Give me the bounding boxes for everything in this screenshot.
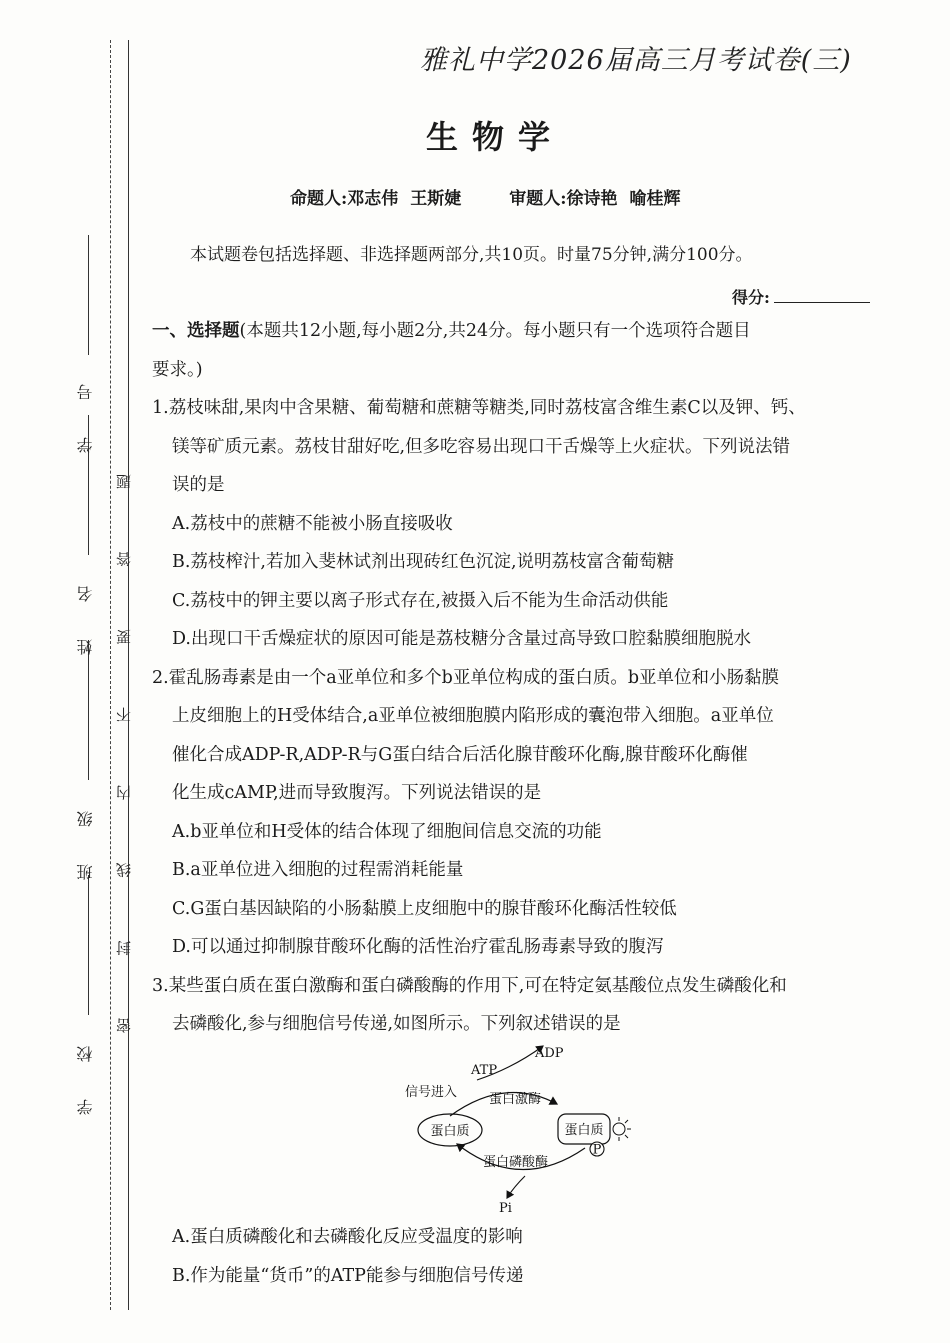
exam-intro: 本试题卷包括选择题、非选择题两部分,共10页。时量75分钟,满分100分。 bbox=[190, 245, 753, 265]
option-c: C.G蛋白基因缺陷的小肠黏膜上皮细胞中的腺苷酸环化酶活性较低 bbox=[172, 898, 677, 919]
reviewer-name: 徐诗艳 bbox=[566, 189, 618, 209]
seal-line-notice: 密 封 线 内 不 要 答 题 bbox=[115, 445, 133, 1034]
question-content bbox=[152, 312, 877, 1044]
setter-label: 命题人: bbox=[290, 189, 348, 209]
question-stem: 误的是 bbox=[172, 475, 225, 495]
number-field[interactable] bbox=[88, 235, 89, 355]
option-a: A.b亚单位和H受体的结合体现了细胞间信息交流的功能 bbox=[172, 821, 602, 842]
option-a: A.蛋白质磷酸化和去磷酸化反应受温度的影响 bbox=[172, 1227, 523, 1247]
pi-label: Pi bbox=[499, 1201, 512, 1216]
exam-title: 雅礼中学2026届高三月考试卷(三) bbox=[420, 45, 852, 76]
protein-label: 蛋白质 bbox=[564, 1123, 604, 1138]
setter-name: 邓志伟 bbox=[347, 189, 399, 209]
score-field bbox=[732, 285, 870, 308]
atp-label: ATP bbox=[471, 1063, 498, 1078]
class-label: 班 级 bbox=[76, 795, 95, 881]
number-label: 学 号 bbox=[76, 368, 95, 454]
reviewer-name: 喻桂辉 bbox=[629, 189, 681, 209]
option-d: D.可以通过抑制腺苷酸环化酶的活性治疗霍乱肠毒素导致的腹泻 bbox=[172, 937, 664, 957]
section-desc: (本题共12小题,每小题2分,共24分。每小题只有一个选项符合题目 bbox=[239, 321, 751, 341]
setter-name: 王斯婕 bbox=[410, 189, 462, 209]
school-label: 学 校 bbox=[76, 1030, 95, 1116]
question-stem: 3.某些蛋白质在蛋白激酶和蛋白磷酸酶的作用下,可在特定氨基酸位点发生磷酸化和 bbox=[152, 975, 787, 996]
kinase-label: 蛋白激酶 bbox=[489, 1092, 542, 1107]
authors bbox=[290, 184, 692, 209]
name-label: 姓 名 bbox=[76, 570, 95, 656]
question-stem: 上皮细胞上的H受体结合,a亚单位被细胞膜内陷形成的囊泡带入细胞。a亚单位 bbox=[172, 706, 774, 726]
phosphorylation-diagram bbox=[395, 1038, 645, 1218]
section-desc-cont: 要求。) bbox=[152, 359, 203, 380]
question-stem: 去磷酸化,参与细胞信号传递,如图所示。下列叙述错误的是 bbox=[172, 1014, 621, 1034]
option-b: B.作为能量“货币”的ATP能参与细胞信号传递 bbox=[172, 1265, 524, 1286]
option-b: B.a亚单位进入细胞的过程需消耗能量 bbox=[172, 860, 464, 880]
question-stem: 2.霍乱肠毒素是由一个a亚单位和多个b亚单位构成的蛋白质。b亚单位和小肠黏膜 bbox=[152, 667, 780, 688]
question-stem: 催化合成ADP-R,ADP-R与G蛋白结合后活化腺苷酸环化酶,腺苷酸环化酶催 bbox=[172, 744, 748, 765]
reviewer-label: 审题人: bbox=[509, 189, 567, 209]
score-label: 得分: bbox=[732, 288, 770, 307]
question-stem: 化生成cAMP,进而导致腹泻。下列说法错误的是 bbox=[172, 783, 542, 803]
active-signal-icon bbox=[613, 1117, 631, 1141]
school-field[interactable] bbox=[88, 875, 89, 1015]
protein-label: 蛋白质 bbox=[430, 1124, 470, 1139]
signal-label: 信号进入 bbox=[405, 1085, 458, 1100]
question-3-options bbox=[152, 1218, 877, 1295]
option-a: A.荔枝中的蔗糖不能被小肠直接吸收 bbox=[172, 513, 453, 534]
option-c: C.荔枝中的钾主要以离子形式存在,被摄入后不能为生命活动供能 bbox=[172, 590, 669, 611]
binding-line-dashed bbox=[110, 40, 111, 1310]
class-field[interactable] bbox=[88, 640, 89, 780]
score-blank[interactable] bbox=[774, 302, 870, 303]
adp-label: ADP bbox=[535, 1046, 564, 1061]
subject-title: 生物学 bbox=[425, 118, 564, 156]
option-b: B.荔枝榨汁,若加入斐林试剂出现砖红色沉淀,说明荔枝富含葡萄糖 bbox=[172, 552, 675, 572]
pi-arrow bbox=[507, 1176, 525, 1198]
phosphatase-label: 蛋白磷酸酶 bbox=[483, 1155, 549, 1170]
section-title: 一、选择题 bbox=[152, 321, 240, 341]
question-stem: 镁等矿质元素。荔枝甘甜好吃,但多吃容易出现口干舌燥等上火症状。下列说法错 bbox=[172, 436, 791, 457]
option-d: D.出现口干舌燥症状的原因可能是荔枝糖分含量过高导致口腔黏膜细胞脱水 bbox=[172, 629, 751, 649]
question-stem: 1.荔枝味甜,果肉中含果糖、葡萄糖和蔗糖等糖类,同时荔枝富含维生素C以及钾、钙、 bbox=[152, 398, 806, 418]
section-heading bbox=[152, 312, 877, 351]
phosphate-label: P bbox=[592, 1142, 602, 1158]
